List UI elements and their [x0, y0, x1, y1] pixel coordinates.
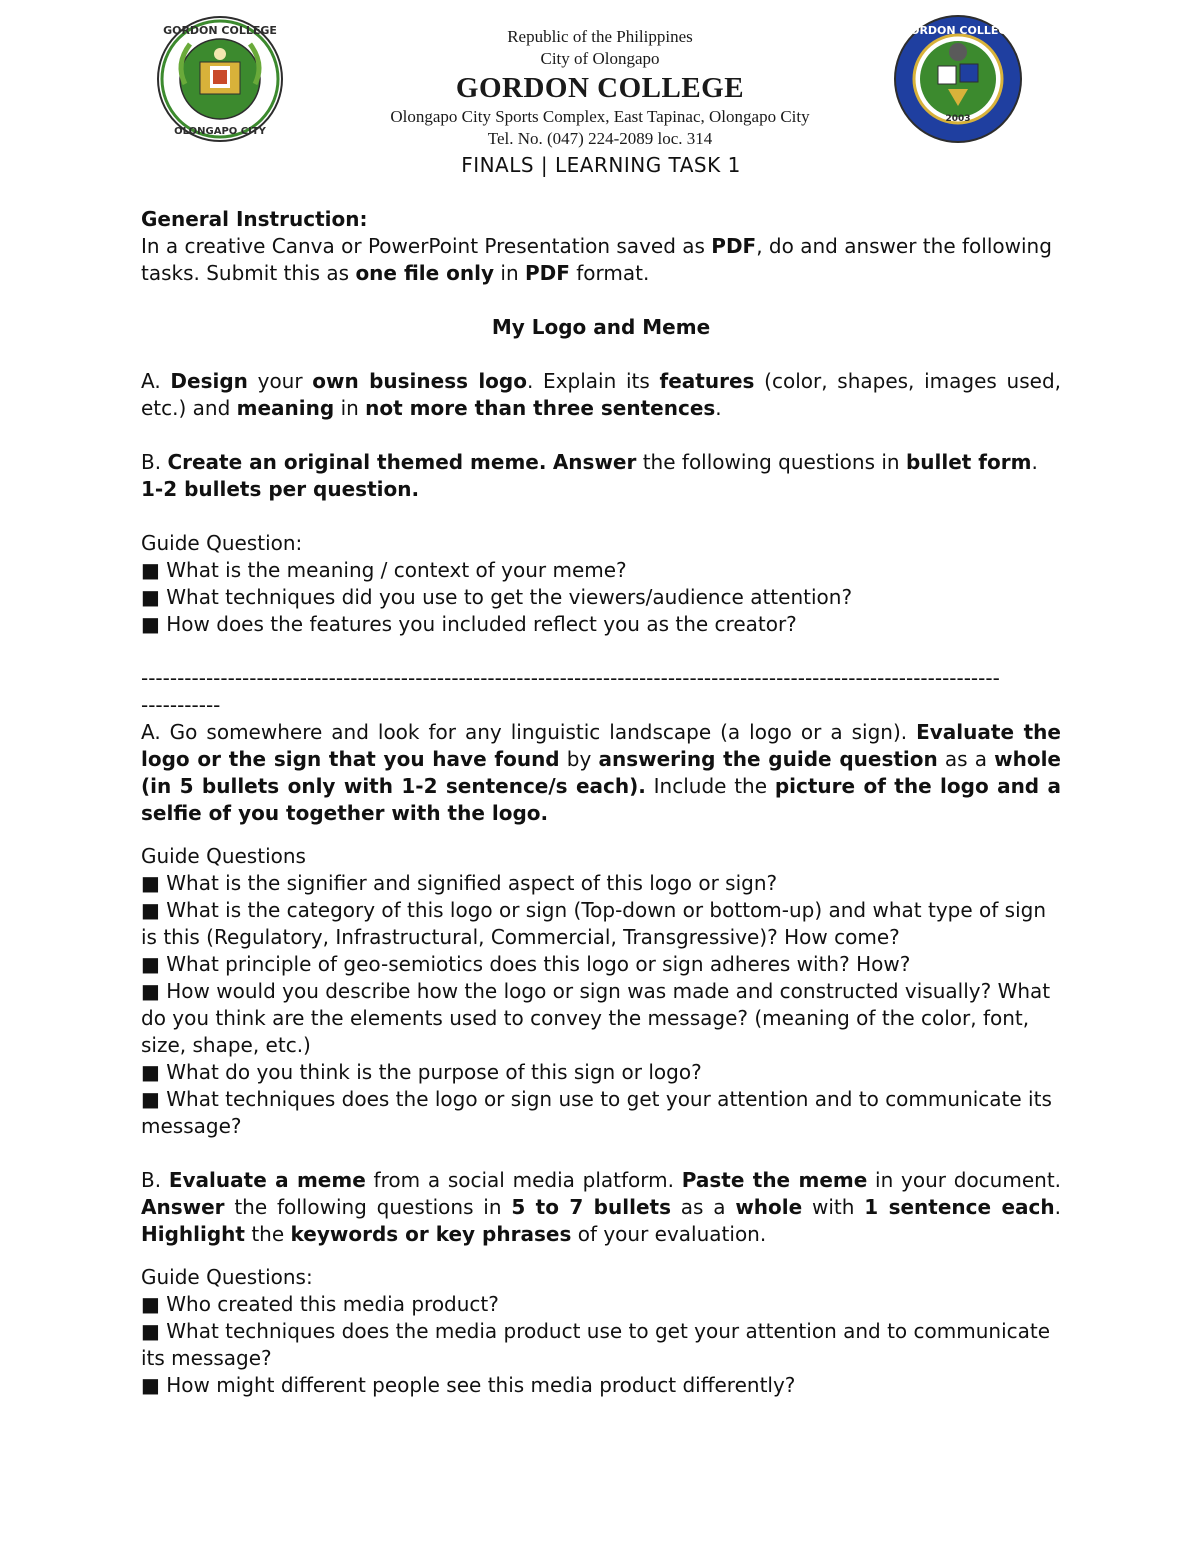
- svg-text:OLONGAPO CITY: OLONGAPO CITY: [174, 126, 266, 137]
- list-item: ■ What is the signifier and signified aspect of this logo or sign?: [141, 871, 778, 895]
- address-line: Olongapo City Sports Complex, East Tapinac, Olongapo City: [390, 107, 810, 126]
- republic-line: Republic of the Philippines: [507, 27, 693, 46]
- telephone-line: Tel. No. (047) 224-2089 loc. 314: [487, 129, 713, 148]
- gordon-college-seal-right: [893, 14, 1023, 144]
- part-b-meme-instruction: B. Create an original themed meme. Answer the following questions in bullet form. 1-2 bullets per question.: [141, 450, 1038, 501]
- list-item: ■ What do you think is the purpose of this sign or logo?: [141, 1060, 702, 1084]
- list-item: ■ What principle of geo-semiotics does this logo or sign adheres with? How?: [141, 952, 911, 976]
- general-instruction-text: In a creative Canva or PowerPoint Presentation saved as PDF, do and answer the following tasks. Submit this as one file only in PDF format.: [141, 234, 1052, 285]
- list-item: ■ What techniques does the media product use to get your attention and to communicate its message?: [141, 1319, 1051, 1370]
- task-title: FINALS | LEARNING TASK 1: [461, 153, 741, 177]
- guide-questions-label-2: Guide Questions:: [141, 1265, 313, 1289]
- part-a-logo-instruction: A. Design your own business logo. Explain its features (color, shapes, images used, etc.) and meaning in not more than three sentences.: [141, 369, 1062, 420]
- general-instruction-label: General Instruction:: [141, 207, 368, 231]
- guide-question-label: Guide Question:: [141, 531, 303, 555]
- list-item: ■ How does the features you included reflect you as the creator?: [141, 612, 797, 636]
- svg-text:2003: 2003: [945, 114, 971, 124]
- part-a-linguistic-landscape-instruction: A. Go somewhere and look for any linguistic landscape (a logo or a sign). Evaluate the logo or the sign that you have found by answering the guide question as a whole (in 5 bullets only with 1-2 sentence/s each). Include the picture of the logo and a selfie of you together with the logo.: [141, 720, 1061, 825]
- section-title: My Logo and Meme: [491, 315, 711, 339]
- list-item: ■ Who created this media product?: [141, 1292, 499, 1316]
- svg-text:GORDON COLLEGE: GORDON COLLEGE: [901, 24, 1015, 37]
- divider-line-continued: -----------: [141, 693, 221, 717]
- college-name: GORDON COLLEGE: [455, 72, 745, 104]
- divider-line: -----------------------------------------------------------------------------------------------------------------------: [141, 666, 1000, 690]
- guide-questions-label: Guide Questions: [141, 844, 306, 868]
- part-b-evaluate-meme-instruction: B. Evaluate a meme from a social media platform. Paste the meme in your document. Answer the following questions in 5 to 7 bullets as a whole with 1 sentence each. Highlight the keywords or key phrases of your evaluation.: [141, 1168, 1062, 1246]
- svg-text:GORDON COLLEGE: GORDON COLLEGE: [163, 24, 277, 37]
- list-item: ■ What techniques did you use to get the viewers/audience attention?: [141, 585, 853, 609]
- list-item: ■ What is the meaning / context of your meme?: [141, 558, 627, 582]
- list-item: ■ What techniques does the logo or sign use to get your attention and to communicate its message?: [141, 1087, 1052, 1138]
- document-body: [141, 152, 1061, 1399]
- list-item: ■ How would you describe how the logo or sign was made and constructed visually? What do you think are the elements used to convey the message? (meaning of the color, font, size, shape, etc.): [141, 979, 1051, 1057]
- letterhead: [300, 26, 900, 150]
- list-item: ■ How might different people see this media product differently?: [141, 1373, 796, 1397]
- list-item: ■ What is the category of this logo or sign (Top-down or bottom-up) and what type of sign is this (Regulatory, Infrastructural, Commercial, Transgressive)? How come?: [141, 898, 1046, 949]
- gordon-college-seal-left: [155, 14, 285, 144]
- city-line: City of Olongapo: [540, 49, 660, 68]
